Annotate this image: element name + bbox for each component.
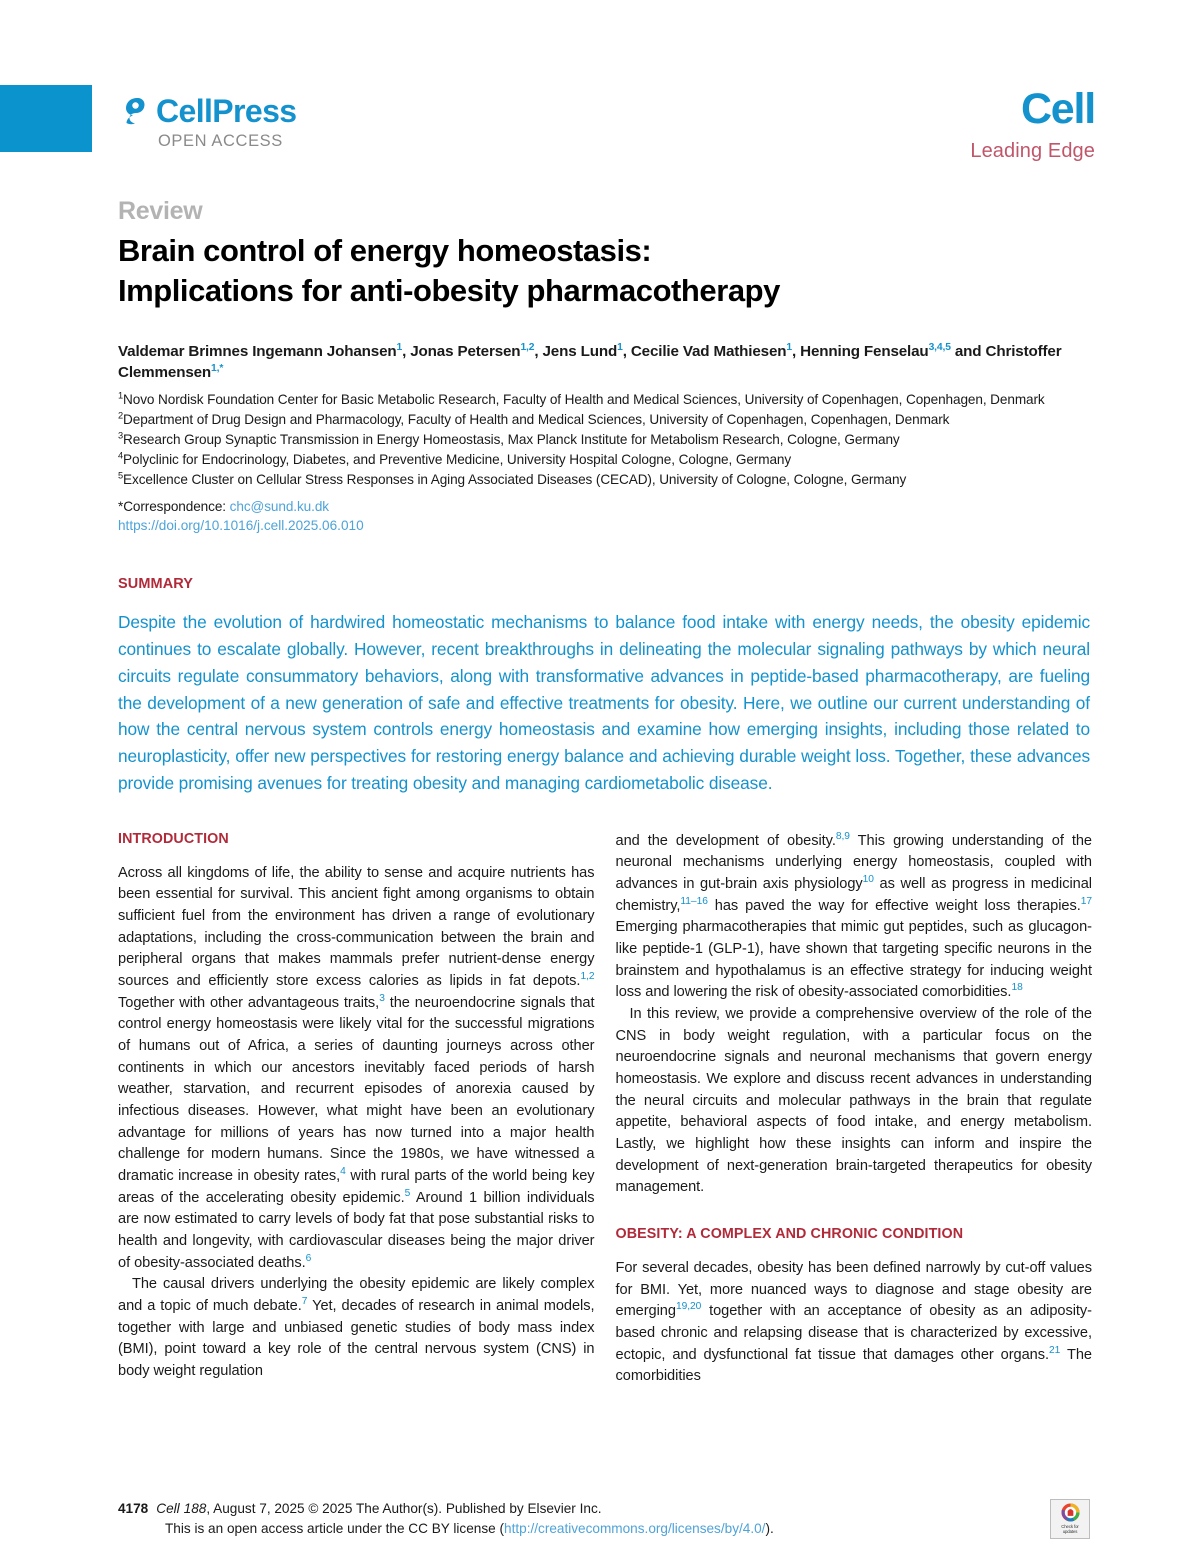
open-access-label: OPEN ACCESS	[158, 132, 283, 150]
affiliation-item	[118, 470, 1090, 490]
affiliation-list	[118, 390, 1090, 489]
cellpress-logo[interactable]	[122, 95, 422, 151]
footer-citation-rest: , August 7, 2025 © 2025 The Author(s). Published by Elsevier Inc.	[206, 1501, 602, 1516]
body-paragraph: For several decades, obesity has been defined narrowly by cut-off values for BMI. Yet, more nuanced ways to diagnose and stage obesity are emerging$^{19,20}$ together with an acceptance of obesity as an adiposity-based chronic and relapsing disease that is characterized by excessive, ectopic, and dysfunctional fat tissue that damages other organs.$^{21}$ The comorbidities	[615, 1259, 1092, 1385]
crossmark-label-line1: Check for	[1061, 1524, 1079, 1529]
doi-link[interactable]: https://doi.org/10.1016/j.cell.2025.06.010	[118, 518, 364, 534]
affiliation-number: 1	[118, 390, 124, 401]
citation-reference[interactable]: 11–16	[680, 895, 708, 907]
citation-reference[interactable]: 10	[862, 874, 874, 886]
article-body	[0, 831, 1200, 1388]
footer-journal-name: Cell	[156, 1501, 180, 1516]
body-paragraph: The causal drivers underlying the obesity epidemic are likely complex and a topic of much debate.$^7$ Yet, decades of research in animal models, together with large and unbiased genetic studies of body mass index (BMI), point toward a key role of the central nervous system (CNS) in body weight regulation	[118, 1276, 595, 1379]
cell-wordmark: Cell	[1020, 85, 1095, 133]
footer-citation	[118, 1499, 1050, 1538]
article-type-label: Review	[118, 197, 203, 225]
citation-reference[interactable]: 21	[1049, 1344, 1061, 1356]
summary-heading: SUMMARY	[118, 576, 194, 593]
citation-reference[interactable]: 8,9	[835, 830, 850, 842]
author-affiliation-marker: 1,*	[211, 362, 224, 374]
cellpress-mark-icon	[122, 96, 149, 126]
body-paragraph: and the development of obesity.$^{8,9}$ This growing understanding of the neuronal mechanisms underlying energy homeostasis, coupled with advances in gut-brain axis physiology$^{10}$ as well as progress in medicinal chemistry,$^{11-16}$ has paved the way for effective weight loss therapies.$^{17}$ Emerging pharmacotherapies that mimic gut peptides, such as glucagon-like peptide-1 (GLP-1), have shown that targeting specific neurons in the brainstem and hypothalamus is an effective strategy for inducing weight loss and lowering the risk of obesity-associated comorbidities.$^{18}$	[615, 830, 1092, 1001]
section-heading-introduction: INTRODUCTION	[118, 830, 229, 847]
affiliation-number: 2	[118, 410, 124, 421]
body-column-right	[616, 831, 1093, 1388]
correspondence-label: *Correspondence:	[118, 498, 226, 514]
correspondence-line	[118, 497, 1090, 517]
affiliation-number: 5	[118, 470, 124, 481]
citation-reference[interactable]: 17	[1080, 895, 1092, 907]
author-name: and Christoffer Clemmensen	[118, 342, 1062, 381]
author-list: Valdemar Brimnes Ingemann Johansen$^1$, Jonas Petersen$^{1,2}$, Jens Lund$^1$, Cecilie Vad Mathiesen$^1$, Henning Fenselau$^{3,4,5}$ and Christoffer Clemmensen$^{1,*}$	[118, 341, 1062, 381]
body-paragraph: Across all kingdoms of life, the ability to sense and acquire nutrients has been essential for survival. This ancient fight among organisms to obtain sufficient fuel from the environment has driven a range of evolutionary adaptations, including the cross-communication between the brain and peripheral organs that makes mammals prefer nutrient-dense energy sources and efficiently store excess calories as lipids in fat depots.$^{1,2}$ Together with other advantageous traits,$^3$ the neuroendocrine signals that control energy homeostasis were likely vital for the successful migrations of humans out of Africa, a series of daunting journeys across other continents in which our ancestors inevitably faced periods of harsh weather, starvation, and recurrent episodes of anorexia caused by infectious diseases. However, what might have been an evolutionary advantage for millions of years has now turned into a major health challenge for modern humans. Since the 1980s, we have witnessed a dramatic increase in obesity rates,$^4$ with rural parts of the world being key areas of the accelerating obesity epidemic.$^5$ Around 1 billion individuals are now estimated to carry levels of body fat that pose substantial risks to health and longevity, with cardiovascular diseases being the major driver of obesity-associated deaths.$^6$	[118, 864, 595, 1271]
citation-reference[interactable]: 5	[404, 1187, 411, 1199]
crossmark-badge[interactable]	[1050, 1499, 1090, 1539]
cellpress-wordmark: CellPress	[156, 93, 297, 129]
author-name: Jens Lund	[542, 342, 618, 360]
license-suffix: ).	[765, 1520, 774, 1536]
section-heading-obesity: OBESITY: A COMPLEX AND CHRONIC CONDITION	[615, 1225, 964, 1242]
affiliation-text: Department of Drug Design and Pharmacology, Faculty of Health and Medical Sciences, University of Copenhagen, Copenhagen, Denmark	[123, 412, 950, 428]
summary-text: Despite the evolution of hardwired homeostatic mechanisms to balance food intake with energy needs, the obesity epidemic continues to escalate globally. However, recent breakthroughs in delineating the molecular signaling pathways by which neural circuits regulate consummatory behaviors, along with transformative advances in peptide-based pharmacotherapy, are fueling the development of a new generation of safe and effective treatments for obesity. Here, we outline our current understanding of how the central nervous system controls energy homeostasis and examine how emerging insights, including those related to neuroplasticity, offer new perspectives for restoring energy balance and achieving durable weight loss. Together, these advances provide promising avenues for treating obesity and managing cardiometabolic disease.	[118, 612, 1090, 793]
body-paragraph: In this review, we provide a comprehensive overview of the role of the CNS in body weight regulation, with a particular focus on the neuroendocrine signals and neuronal mechanisms that govern energy homeostasis. We explore and discuss recent advances in understanding the neural circuits and molecular pathways in the brain that regulate appetite, behavioral aspects of food intake, and energy metabolism. Lastly, we highlight how these insights can inform and inspire the development of next-generation brain-targeted therapeutics for obesity management.	[615, 1006, 1092, 1196]
accent-block	[0, 85, 92, 152]
citation-reference[interactable]: 6	[305, 1252, 312, 1264]
affiliation-text: Novo Nordisk Foundation Center for Basic Metabolic Research, Faculty of Health and Medical Sciences, University of Copenhagen, Copenhagen, Denmark	[123, 392, 1045, 408]
citation-reference[interactable]: 4	[340, 1166, 346, 1178]
author-affiliation-marker: 1	[396, 341, 403, 353]
author-name: Cecilie Vad Mathiesen	[630, 342, 787, 360]
title-line-2: Implications for anti-obesity pharmacotherapy	[118, 272, 780, 308]
crossmark-label-line2: updates	[1062, 1529, 1078, 1535]
author-name: Henning Fenselau	[800, 342, 929, 360]
license-prefix: This is an open access article under the CC BY license (	[165, 1520, 505, 1536]
footer-volume: 188	[183, 1501, 207, 1516]
author-affiliation-marker: 3,4,5	[928, 341, 951, 353]
affiliation-text: Research Group Synaptic Transmission in Energy Homeostasis, Max Planck Institute for Metabolism Research, Cologne, Germany	[123, 432, 900, 447]
affiliation-item	[118, 430, 1090, 450]
citation-reference[interactable]: 3	[379, 992, 385, 1004]
citation-reference[interactable]: 19,20	[675, 1301, 702, 1313]
affiliation-item	[118, 450, 1090, 470]
correspondence-email-link[interactable]: chc@sund.ku.dk	[229, 498, 329, 514]
author-name: Jonas Petersen	[410, 342, 521, 360]
body-column-left	[118, 831, 595, 1388]
affiliation-number: 4	[118, 450, 124, 461]
journal-section-label: Leading Edge	[970, 140, 1095, 162]
journal-brand[interactable]	[775, 85, 1095, 163]
author-affiliation-marker: 1,2	[520, 341, 535, 353]
author-affiliation-marker: 1	[617, 341, 623, 353]
affiliation-item	[118, 410, 1090, 430]
title-line-1: Brain control of energy homeostasis:	[118, 233, 652, 268]
affiliation-item	[118, 390, 1090, 410]
title-block	[0, 197, 1200, 797]
page-title	[118, 231, 1090, 311]
page-number: 4178	[118, 1501, 149, 1516]
citation-reference[interactable]: 18	[1011, 982, 1023, 994]
affiliation-text: Polyclinic for Endocrinology, Diabetes, and Preventive Medicine, University Hospital Cologne, Cologne, Germany	[123, 451, 792, 467]
crossmark-icon	[1061, 1503, 1080, 1522]
author-name: Valdemar Brimnes Ingemann Johansen	[118, 342, 397, 360]
citation-reference[interactable]: 1,2	[580, 971, 595, 983]
affiliation-number: 3	[118, 430, 124, 441]
license-link[interactable]: http://creativecommons.org/licenses/by/4.0/	[504, 1520, 766, 1536]
page-footer	[0, 1499, 1200, 1539]
affiliation-text: Excellence Cluster on Cellular Stress Responses in Aging Associated Diseases (CECAD), University of Cologne, Cologne, Germany	[123, 471, 907, 487]
masthead	[0, 0, 1200, 175]
citation-reference[interactable]: 7	[301, 1296, 308, 1308]
author-affiliation-marker: 1	[786, 341, 793, 353]
